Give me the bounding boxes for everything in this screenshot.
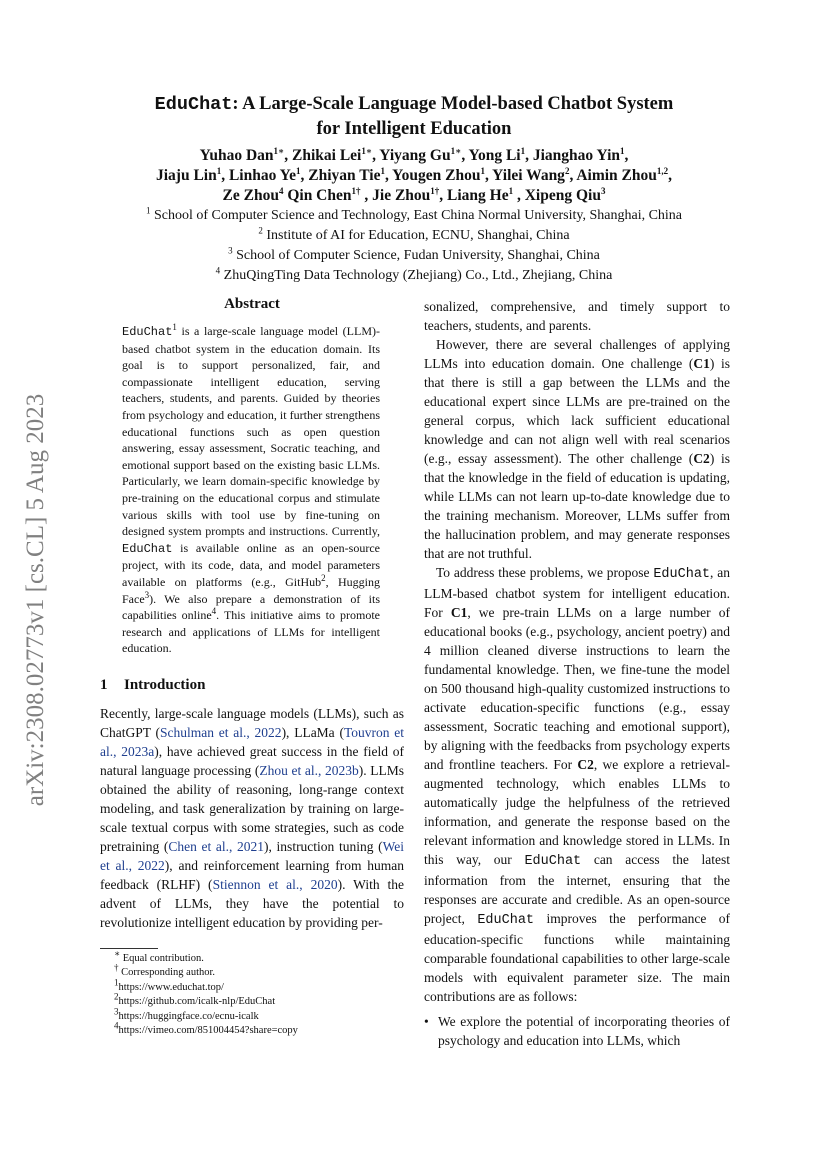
paragraph-text: , an LLM-based chatbot system for intelligent education. For bbox=[424, 565, 730, 620]
footnote-marker: ∗ bbox=[114, 948, 121, 959]
author-affiliation-marker: 1∗ bbox=[450, 145, 462, 156]
footnote-text: Corresponding author. bbox=[118, 967, 216, 979]
footnote bbox=[100, 948, 404, 966]
author-name: , Yong Li bbox=[461, 147, 521, 164]
footnote-list bbox=[100, 948, 404, 1038]
abstract-system-name: EduChat bbox=[122, 541, 173, 556]
left-column bbox=[100, 296, 404, 1038]
author-affiliation-marker: 1† bbox=[430, 185, 440, 196]
intro-paragraph bbox=[100, 704, 404, 932]
author-affiliation-marker: 1 bbox=[520, 145, 526, 156]
author-affiliation-marker: 2 bbox=[564, 165, 570, 176]
author-affiliation-marker: 1,2 bbox=[656, 165, 669, 176]
citation-link[interactable]: Schulman et al., 2022 bbox=[160, 724, 282, 740]
abstract-text: , Hugging Face bbox=[122, 574, 380, 606]
paper-header bbox=[90, 92, 738, 286]
author-name: , Yilei Wang bbox=[484, 167, 565, 184]
affiliation-marker: 1 bbox=[145, 205, 151, 216]
system-name: EduChat bbox=[524, 854, 582, 869]
footnote bbox=[100, 1020, 404, 1038]
author-name: , bbox=[668, 167, 672, 184]
author-line bbox=[90, 146, 738, 166]
intro-text: ), and reinforcement learning from human feedback (RLHF) ( bbox=[100, 857, 404, 892]
author-name: , Jie Zhou bbox=[360, 187, 431, 204]
paragraph-text: , we explore a retrieval-augmented technology, which enables LLMs to automatically judge the helpfulness of the retrieved information, and generate the response based on the relevant information and knowledge stored in LLMs. In this way, our bbox=[424, 757, 730, 867]
footnote-marker: 2 bbox=[114, 991, 119, 1002]
system-name: EduChat bbox=[653, 567, 711, 582]
footnote-marker: 3 bbox=[144, 589, 150, 600]
affiliation-marker: 4 bbox=[215, 265, 221, 276]
abstract-heading: Abstract bbox=[224, 296, 280, 312]
footnote-text: https://www.educhat.top/ bbox=[118, 981, 224, 993]
contribution-list bbox=[424, 1012, 730, 1050]
author-name: , Aimin Zhou bbox=[569, 167, 657, 184]
footnote-text: https://huggingface.co/ecnu-icalk bbox=[118, 1010, 259, 1022]
footnote bbox=[100, 977, 404, 995]
author-list bbox=[90, 146, 738, 206]
paragraph-text: , we pre-train LLMs on a large number of educational books (e.g., psychology, ancient poetry) and 4 million cleaned diverse instructions to learn the fundamental knowledge. Then, we fine-tune the model on 500 thousand high-quality customized instructions to activate education-specific functions (e.g., essay assessment, Socratic teaching and emotional support), by aligning with the feedbacks from psychology experts and frontline teachers. For bbox=[424, 605, 730, 772]
author-name: Qin Chen bbox=[283, 187, 352, 204]
affiliation bbox=[90, 206, 738, 226]
challenge-label: C1 bbox=[450, 605, 468, 620]
intro-text: ), have achieved great success in the field of natural language processing ( bbox=[100, 743, 404, 778]
intro-text: ). LLMs obtained the ability of reasoning, long-range context modeling, and task generalization by training on large-scale textual corpus with some strategies, such as code pretraining ( bbox=[100, 762, 404, 854]
footnote-marker: 3 bbox=[114, 1006, 119, 1016]
author-name: , Linhao Ye bbox=[221, 167, 297, 184]
citation-link[interactable]: Touvron et al., 2023a bbox=[100, 724, 404, 759]
intro-text: ), LLaMa ( bbox=[281, 724, 344, 740]
author-line bbox=[90, 186, 738, 206]
right-column bbox=[424, 297, 730, 1050]
title-line-1: : A Large-Scale Language Model-based Chatbot System bbox=[232, 94, 674, 114]
affiliation bbox=[90, 226, 738, 246]
abstract-text: . This initiative aims to promote research and applications of LLMs for intelligent education. bbox=[122, 608, 380, 656]
footnote bbox=[100, 962, 404, 980]
author-name: Jiaju Lin bbox=[155, 167, 217, 184]
arxiv-identifier: arXiv:2308.02773v1 [cs.CL] 5 Aug 2023 bbox=[22, 393, 49, 807]
abstract-text: is available online as an open-source project, with its code, data, and model parameters available on platforms (e.g., GitHub bbox=[122, 540, 380, 589]
section-heading-introduction bbox=[100, 677, 404, 694]
title-system-name: EduChat bbox=[154, 94, 233, 115]
footnote-marker: 1 bbox=[114, 977, 119, 988]
footnote bbox=[100, 1006, 404, 1024]
abstract-text: ). We also prepare a demonstration of its capabilities online bbox=[122, 591, 380, 623]
paragraph-text: To address these problems, we propose bbox=[436, 565, 654, 580]
author-affiliation-marker: 1† bbox=[351, 185, 361, 196]
author-affiliation-marker: 1 bbox=[480, 165, 485, 176]
abstract-system-name: EduChat bbox=[122, 325, 173, 339]
footnote-marker: † bbox=[114, 962, 119, 973]
footnote-marker: 2 bbox=[321, 572, 326, 583]
author-name: Ze Zhou bbox=[222, 187, 279, 204]
citation-link[interactable]: Zhou et al., 2023b bbox=[259, 762, 359, 778]
author-affiliation-marker: 1 bbox=[296, 165, 301, 176]
author-name: , Yougen Zhou bbox=[385, 167, 481, 184]
paragraph-text: ) is that there is still a gap between the LLMs and the educational expert since LLMs are pre-trained on the general corpus, which lack sufficient educational knowledge and can not align well with real scenarios (e.g., essay assessment). The other challenge ( bbox=[424, 356, 731, 466]
section-number: 1 bbox=[100, 676, 108, 693]
section-title: Introduction bbox=[124, 676, 206, 693]
author-affiliation-marker: 4 bbox=[278, 185, 284, 196]
footnote-text: https://vimeo.com/851004454?share=copy bbox=[118, 1024, 298, 1036]
footnote-marker: 4 bbox=[114, 1020, 119, 1031]
author-name: , Xipeng Qiu bbox=[513, 187, 601, 204]
challenge-label: C1 bbox=[693, 356, 710, 371]
citation-link[interactable]: Wei et al., 2022 bbox=[100, 838, 404, 873]
affiliation-text: Institute of AI for Education, ECNU, Shanghai, China bbox=[262, 228, 570, 243]
author-name: , bbox=[624, 147, 629, 164]
abstract-body bbox=[122, 323, 380, 657]
paragraph-text: improves the performance of education-specific functions while maintaining comparable foundational capabilities to other large-scale models with equivalent parameter size. The main contributions are as follows: bbox=[424, 911, 731, 1004]
author-affiliation-marker: 1∗ bbox=[273, 145, 285, 156]
abstract-text: is a large-scale language model (LLM)-based chatbot system in the education domain. Its goal is to support personalized, fair, and compassionate intelligent education, serving teachers, students, and parents. Guided by theories from psychology and education, it further strengthens educational functions such as open question answering, essay assessment, Socratic teaching, and emotional support based on the existing basic LLMs. Particularly, we learn domain-specific knowledge by pre-training on the educational corpus and stimulate various skills with tool use by fine-tuning on designed system prompts and instructions. Currently, bbox=[122, 324, 380, 539]
author-affiliation-marker: 1 bbox=[620, 145, 625, 156]
paper-title bbox=[90, 92, 738, 141]
intro-text: ), instruction tuning ( bbox=[264, 838, 383, 854]
author-name: Yuhao Dan bbox=[199, 147, 274, 164]
affiliation-marker: 2 bbox=[258, 225, 263, 236]
paragraph-continuation: sonalized, comprehensive, and timely support to teachers, students, and parents. bbox=[424, 299, 730, 333]
footnote-divider bbox=[100, 948, 158, 949]
footnote-marker: 1 bbox=[172, 322, 177, 332]
paragraph-text: ) is that the knowledge in the field of education is updating, while LLMs can not learn up-to-date knowledge due to the training mechanism. Moreover, LLMs suffer from the hallucination problem, and may generate responses that are not truthful. bbox=[424, 451, 731, 561]
author-name: , Jianghao Yin bbox=[525, 147, 621, 164]
paragraph-text: However, there are several challenges of applying LLMs into education domain. One challenge ( bbox=[424, 337, 730, 371]
author-line bbox=[90, 166, 738, 186]
footnote-marker: 4 bbox=[211, 606, 217, 617]
contribution-item bbox=[424, 1012, 730, 1050]
author-affiliation-marker: 1 bbox=[216, 165, 222, 176]
arxiv-sidebar bbox=[14, 360, 58, 840]
affiliation bbox=[90, 246, 738, 266]
paragraph-text: can access the latest information from the internet, ensuring that the responses are accurate and credible. As an open-source project, bbox=[424, 852, 730, 926]
challenge-label: C2 bbox=[693, 451, 710, 466]
contribution-text: We explore the potential of incorporating theories of psychology and education into LLMs, which bbox=[438, 1014, 730, 1048]
challenges-paragraph bbox=[424, 335, 730, 563]
bullet-icon: • bbox=[424, 1014, 429, 1029]
author-name: , Zhiyan Tie bbox=[300, 167, 381, 184]
affiliation-list bbox=[90, 206, 738, 286]
footnote-text: https://github.com/icalk-nlp/EduChat bbox=[118, 996, 276, 1008]
system-name: EduChat bbox=[477, 913, 535, 928]
author-affiliation-marker: 1∗ bbox=[361, 145, 373, 156]
affiliation-text: ZhuQingTing Data Technology (Zhejiang) Co., Ltd., Zhejiang, China bbox=[220, 268, 613, 283]
footnote-text: Equal contribution. bbox=[120, 952, 204, 964]
citation-link[interactable]: Stiennon et al., 2020 bbox=[212, 876, 338, 892]
affiliation-text: School of Computer Science and Technology, East China Normal University, Shanghai, China bbox=[150, 208, 683, 223]
affiliation bbox=[90, 266, 738, 286]
author-affiliation-marker: 1 bbox=[508, 185, 514, 196]
proposal-paragraph bbox=[424, 563, 730, 1006]
author-name: , Yiyang Gu bbox=[372, 147, 451, 164]
affiliation-text: School of Computer Science, Fudan University, Shanghai, China bbox=[232, 248, 600, 263]
footnote bbox=[100, 991, 404, 1009]
intro-text: Recently, large-scale language models (LLMs), such as ChatGPT ( bbox=[100, 705, 404, 740]
author-affiliation-marker: 3 bbox=[600, 185, 606, 196]
title-line-2: for Intelligent Education bbox=[316, 119, 512, 139]
challenge-label: C2 bbox=[577, 757, 594, 772]
author-affiliation-marker: 1 bbox=[380, 165, 385, 176]
author-name: , Zhikai Lei bbox=[284, 147, 362, 164]
affiliation-marker: 3 bbox=[228, 245, 233, 256]
intro-text: ). With the advent of LLMs, they have the potential to revolutionize intelligent education by providing per- bbox=[100, 876, 404, 930]
author-name: , Liang He bbox=[439, 187, 509, 204]
citation-link[interactable]: Chen et al., 2021 bbox=[168, 838, 265, 854]
